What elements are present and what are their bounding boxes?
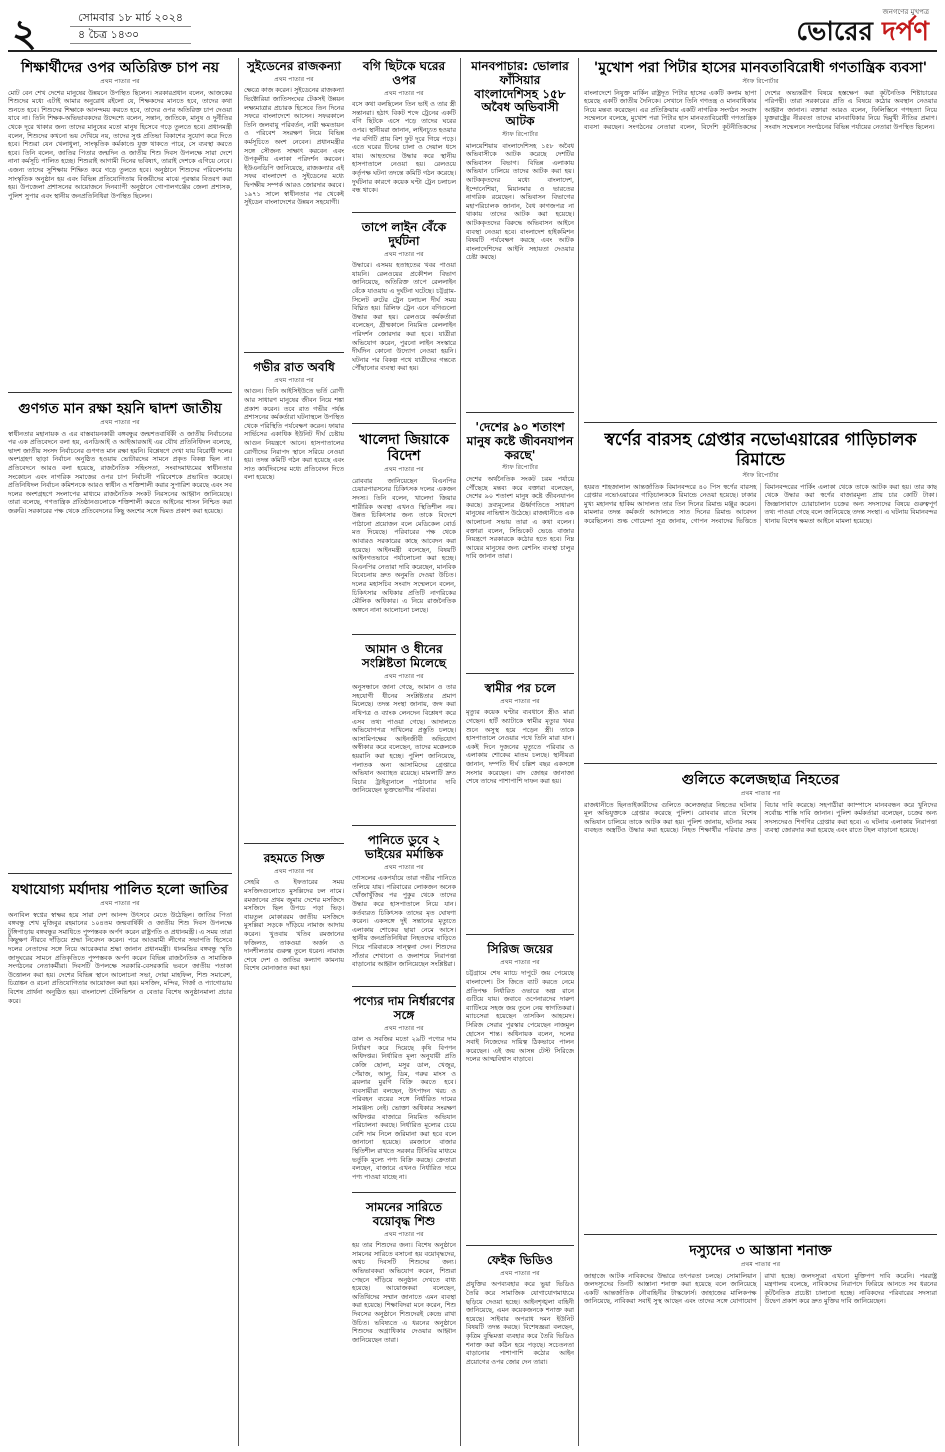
story-body: স্বাধীনতার মহানায়ক ও এর বাস্তবায়নকারী বঙ্গবন্ধুর জন্মশতবার্ষিকী ও জাতীয় নির্বাচনের পর এক প্রতিবেদনে বলা হয়, এনডিআই ও আইআরআই এর যৌথ প্রতিনিধিদল বলেছে, দ্বাদশ জাতীয় সংসদ নির্বাচনের গুণগত মান রক্ষা হয়নি। বিশ্লেষণে দেখা যায় বিরোধী দলের অংশগ্রহণ ছাড়া নির্বাচন অনুষ্ঠিত হওয়ায় ভোটারদের সামনে প্রকৃত বিকল্প ছিল না। প্রতিবেদনে আরও বলা হয়েছে, রাজনৈতিক সহিংসতা, সংবাদমাধ্যমের স্বাধীনতার সংকোচন এবং নাগরিক সমাজের ওপর চাপ নির্বাচনী পরিবেশকে প্রভাবিত করেছে। প্রতিনিধিদল নির্বাচন কমিশনকে আরও স্বাধীন ও শক্তিশালী করার সুপারিশ করেছে এবং সব দলের অংশগ্রহণে সংলাপের মাধ্যমে রাজনৈতিক সংকট নিরসনের আহ্বান জানিয়েছে। তারা বলেছে, গণতান্ত্রিক প্রতিষ্ঠানগুলোকে শক্তিশালী করতে আইনের শাসন নিশ্চিত করা জরুরি। সরকারের পক্ষ থেকে প্রতিবেদনের কিছু অংশের সঙ্গে দ্বিমত প্রকাশ করা হয়েছে। xyxy=(8,429,232,516)
story-body: মালয়েশিয়ায় বাংলাদেশিসহ ১৫৮ অবৈধ অভিবাসীকে আটক করেছে দেশটির অভিবাসন বিভাগ। বিভিন্ন এলাকায় অভিযান চালিয়ে তাদের আটক করা হয়। আটককৃতদের মধ্যে বাংলাদেশ, ইন্দোনেশিয়া, মিয়ানমার ও ভারতের নাগরিক রয়েছেন। অভিবাসন বিভাগের মহাপরিচালক জানান, বৈধ কাগজপত্র না থাকায় তাদের আটক করা হয়েছে। আটককৃতদের বিরুদ্ধে অভিবাসন আইনে ব্যবস্থা নেওয়া হবে। বাংলাদেশ হাইকমিশন বিষয়টি পর্যবেক্ষণ করছে এবং আটক বাংলাদেশিদের আইনি সহায়তা দেওয়ার চেষ্টা করছে। xyxy=(466,141,574,262)
byline: প্রথম পাতার পর xyxy=(740,1261,781,1269)
story-body: জাহাজে আটক নাবিকদের উদ্ধারে তৎপরতা চলছে। সোমালিয়ান জলদস্যুদের তিনটি আস্তানা শনাক্ত করা হয়েছে বলে জানিয়েছে একটি আন্তর্জাতিক নৌবাহিনীর টাস্কফোর্স। জাহাজের মালিকপক্ষ জানিয়েছে, নাবিকরা সবাই সুস্থ আছেন এবং তাদের সঙ্গে যোগাযোগ রাখা হচ্ছে। জলদস্যুরা এখনো মুক্তিপণ দাবি করেনি। পররাষ্ট্র মন্ত্রণালয় বলেছে, নাবিকদের নিরাপদে ফিরিয়ে আনতে সব ধরনের কূটনৈতিক প্রচেষ্টা চালানো হচ্ছে। নাবিকদের পরিবারের সদস্যরা উদ্বেগ প্রকাশ করে দ্রুত মুক্তির দাবি জানিয়েছেন। xyxy=(584,1271,937,1306)
logo-tagline: জনগণের মুখপত্র xyxy=(882,8,929,16)
story-s3 xyxy=(8,880,232,1404)
story-s19 xyxy=(584,58,937,423)
headline: সামনের সারিতে বয়োবৃদ্ধ শিশু xyxy=(365,1200,443,1228)
column-2 xyxy=(244,58,344,1446)
date-bangla: ৪ চৈত্র ১৪৩০ xyxy=(70,27,191,44)
headline: গুলিতে কলেজছাত্র নিহতের xyxy=(681,772,840,788)
byline: স্টাফ রিপোর্টার xyxy=(501,130,539,138)
headline: যথাযোগ্য মর্যাদায় পালিত হলো জাতির xyxy=(11,882,228,898)
byline: স্টাফ রিপোর্টার xyxy=(742,472,779,480)
headline: শিক্ষার্থীদের ওপর অতিরিক্ত চাপ নয় xyxy=(20,60,220,76)
story-s4 xyxy=(244,58,344,353)
story-body: বসে কথা বলছিলেন তিন ভাই ও তার স্ত্রী সন্তানরা। হঠাৎ বিকট শব্দে ট্রেনের একটি বগি ছিটকে এসে পড়ে তাদের ঘরের ওপর। স্থানীয়রা জানান, লাইনচ্যুত হওয়ার পর বগিটি প্রায় বিশ ফুট দূরে গিয়ে পড়ে। এতে ঘরের টিনের চালা ও দেয়াল ধসে যায়। আহতদের উদ্ধার করে স্থানীয় হাসপাতালে নেওয়া হয়। রেলওয়ে কর্তৃপক্ষ ঘটনা তদন্তে কমিটি গঠন করেছে। দুর্ঘটনার কারণে কয়েক ঘণ্টা ট্রেন চলাচল বন্ধ থাকে। xyxy=(352,100,456,195)
byline: প্রথম পাতার পর xyxy=(274,75,314,83)
byline: প্রথম পাতার পর xyxy=(384,466,424,474)
column-rule xyxy=(460,58,461,1446)
date-gregorian: সোমবার ১৮ মার্চ ২০২৪ xyxy=(70,10,191,27)
headline: আমান ও ধীনের সংশ্লিষ্টতা মিলেছে xyxy=(361,642,447,670)
column-rule xyxy=(578,58,579,1446)
byline: প্রথম পাতার পর xyxy=(274,376,314,384)
story-body: রোববার জানিয়েছেন বিএনপির চেয়ারপারসনের চিকিৎসক দলের একজন সদস্য। তিনি বলেন, খালেদা জিয়ার শারীরিক অবস্থা এখনও স্থিতিশীল নয়। উন্নত চিকিৎসার জন্য তাকে বিদেশে পাঠানো প্রয়োজন বলে মেডিকেল বোর্ড মত দিয়েছে। পরিবারের পক্ষ থেকে আবারও সরকারের কাছে আবেদন করা হয়েছে। আইনমন্ত্রী বলেছেন, বিষয়টি আইনগতভাবে পর্যালোচনা করা হচ্ছে। বিএনপির নেতারা দাবি করেছেন, মানবিক বিবেচনায় দ্রুত অনুমতি দেওয়া উচিত। দলের মহাসচিব সংবাদ সম্মেলনে বলেন, চিকিৎসার অধিকার প্রতিটি নাগরিকের মৌলিক অধিকার। এ নিয়ে রাজনৈতিক অঙ্গনে নানা আলোচনা চলছে। xyxy=(352,476,456,614)
byline: প্রথম পাতার পর xyxy=(500,1269,540,1277)
byline: প্রথম পাতার পর xyxy=(500,958,540,966)
story-s20 xyxy=(584,429,937,764)
story-s16 xyxy=(466,680,574,935)
story-body: ডাল ও সবজির মতো ২৯টি পণ্যের দাম নির্ধারণ করে দিয়েছে কৃষি বিপণন অধিদপ্তর। নির্ধারিত মূল্য অনুযায়ী প্রতি কেজি ছোলা, মসুর ডাল, খেজুর, পেঁয়াজ, আলু, ডিম, গরুর মাংস ও ব্রয়লার মুরগি বিক্রি করতে হবে। ব্যবসায়ীরা বলছেন, উৎপাদন খরচ ও পরিবহন ব্যয়ের সঙ্গে নির্ধারিত দামের সামঞ্জস্য নেই। ভোক্তা অধিকার সংরক্ষণ অধিদপ্তর বাজারে নিয়মিত অভিযান পরিচালনা করছে। নির্ধারিত মূল্যের চেয়ে বেশি দাম নিলে জরিমানা করা হবে বলে জানানো হয়েছে। রমজানে বাজার স্থিতিশীল রাখতে সরকার টিসিবির মাধ্যমে ভর্তুকি মূল্যে পণ্য বিক্রি করছে। ক্রেতারা বলছেন, বাজারে এখনও নির্ধারিত দামে পণ্য পাওয়া যাচ্ছে না। xyxy=(352,1035,456,1181)
column-rule xyxy=(238,58,239,1446)
story-s22 xyxy=(584,1241,937,1446)
byline: প্রথম পাতার পর xyxy=(274,867,314,875)
story-s17 xyxy=(466,941,574,1246)
story-s11 xyxy=(352,832,456,987)
story-body: দেশের অর্থনৈতিক সংকট চরম পর্যায়ে পৌঁছেছে মন্তব্য করে বক্তারা বলেছেন, দেশের ৯০ শতাংশ মানুষ কষ্টে জীবনযাপন করছে। দ্রব্যমূল্যের ঊর্ধ্বগতিতে সাধারণ মানুষের নাভিশ্বাস উঠেছে। রাজধানীতে এক আলোচনা সভায় তারা এ কথা বলেন। বক্তারা বলেন, সিন্ডিকেট ভেঙে বাজার নিয়ন্ত্রণে সরকারকে কঠোর হতে হবে। নিম্ন আয়ের মানুষের জন্য রেশনিং ব্যবস্থা চালুর দাবি জানান তারা। xyxy=(466,474,574,561)
headline: তাপে লাইন বেঁকে দুর্ঘটনা xyxy=(361,220,447,248)
headline: দস্যুদের ৩ আস্তানা শনাক্ত xyxy=(689,1243,832,1259)
story-body: বাংলাদেশে নিযুক্ত মার্কিন রাষ্ট্রদূত পিটার হাসের একটি কলাম ছাপা হয়েছে একটি জাতীয় দৈনিকে। সেখানে তিনি গণতন্ত্র ও মানবাধিকার নিয়ে মন্তব্য করেছেন। এর প্রতিক্রিয়ায় একটি নাগরিক সংগঠন সংবাদ সম্মেলনে বলেছে, মুখোশ পরা পিটার হাস মানবতাবিরোধী গণতান্ত্রিক ব্যবসা করছেন। সংগঠনের নেতারা বলেন, বিদেশি কূটনীতিকদের দেশের অভ্যন্তরীণ বিষয়ে হস্তক্ষেপ করা কূটনৈতিক শিষ্টাচারের পরিপন্থী। তারা সরকারের প্রতি এ বিষয়ে কঠোর অবস্থান নেওয়ার আহ্বান জানান। বক্তারা আরও বলেন, ফিলিস্তিনে গণহত্যা নিয়ে যুক্তরাষ্ট্রের নীরবতা তাদের মানবাধিকার নিয়ে দ্বিমুখী নীতির প্রমাণ। সংবাদ সম্মেলনে সংগঠনের বিভিন্ন পর্যায়ের নেতারা উপস্থিত ছিলেন। xyxy=(584,88,937,132)
headline: স্বামীর পর চলে xyxy=(484,681,556,695)
headline: গুণগত মান রক্ষা হয়নি দ্বাদশ জাতীয় xyxy=(18,401,222,417)
story-s8 xyxy=(352,219,456,424)
story-body: প্রযুক্তির অপব্যবহার করে ভুয়া ভিডিও তৈরি করে সামাজিক যোগাযোগমাধ্যমে ছড়িয়ে দেওয়া হচ্ছে। আইনশৃঙ্খলা বাহিনী জানিয়েছে, এমন কয়েকজনকে শনাক্ত করা হয়েছে। সাইবার অপরাধ দমন ইউনিট বিষয়টি তদন্ত করছে। বিশেষজ্ঞরা বলছেন, কৃত্রিম বুদ্ধিমত্তা ব্যবহার করে তৈরি ভিডিও শনাক্ত করা কঠিন হয়ে পড়ছে। সচেতনতা বাড়ানোর পাশাপাশি কঠোর আইন প্রয়োগের ওপর জোর দেন তারা। xyxy=(466,1280,574,1366)
page-columns xyxy=(8,58,937,1446)
issue-dates xyxy=(70,10,191,44)
story-body: মৃত্যুর কয়েক ঘণ্টার ব্যবধানে স্ত্রীও মারা গেছেন। হার্ট অ্যাটাকে স্বামীর মৃত্যুর খবর শুনে অসুস্থ হয়ে পড়েন স্ত্রী। তাকে হাসপাতালে নেওয়ার পথে তিনি মারা যান। একই দিনে দুজনের মৃত্যুতে পরিবার ও এলাকায় শোকের মাতম চলছে। স্থানীয়রা জানান, দম্পতি দীর্ঘ চল্লিশ বছর একসঙ্গে সংসার করেছেন। বাদ জোহর জানাজা শেষে তাদের পাশাপাশি দাফন করা হয়। xyxy=(466,708,574,786)
column-1 xyxy=(8,58,232,1446)
story-body: রাজধানীতে ছিনতাইকারীদের গুলিতে কলেজছাত্র নিহতের ঘটনায় মূল অভিযুক্তকে গ্রেপ্তার করেছে পুলিশ। রোববার রাতে বিশেষ অভিযান চালিয়ে তাকে আটক করা হয়। পুলিশ জানায়, ঘটনার সময় ব্যবহৃত অস্ত্রটিও উদ্ধার করা হয়েছে। নিহত শিক্ষার্থীর পরিবার দ্রুত বিচার দাবি করেছে। সহপাঠীরা ক্যাম্পাসে মানববন্ধন করে খুনিদের সর্বোচ্চ শাস্তি দাবি জানান। পুলিশ কর্মকর্তারা বলেছেন, চক্রের অন্য সদস্যদেরও শিগগির গ্রেপ্তার করা হবে। এ ঘটনায় এলাকায় নিরাপত্তা ব্যবস্থা জোরদার করা হয়েছে এবং রাতে টহল বাড়ানো হয়েছে। xyxy=(584,800,937,835)
page-number: ২ xyxy=(12,11,37,55)
column-5 xyxy=(584,58,937,1446)
byline: প্রথম পাতার পর xyxy=(100,419,140,427)
column-3 xyxy=(352,58,456,1446)
headline: খালেদা জিয়াকে বিদেশ xyxy=(359,432,449,465)
story-s13 xyxy=(352,1199,456,1363)
byline: স্টাফ রিপোর্টার xyxy=(742,78,779,86)
byline: প্রথম পাতার পর xyxy=(740,790,781,798)
story-s1 xyxy=(8,58,232,393)
story-body: অনাবিল স্বপ্নের স্বাক্ষর হয়ে সারা দেশ আনন্দ উৎসবে মেতে উঠেছিল। জাতির পিতা বঙ্গবন্ধু শেখ মুজিবুর রহমানের ১০৪তম জন্মবার্ষিকী ও জাতীয় শিশু দিবস উপলক্ষে টুঙ্গিপাড়ায় বঙ্গবন্ধুর সমাধিতে পুষ্পস্তবক অর্পণ করেন রাষ্ট্রপতি ও প্রধানমন্ত্রী। এ সময় তারা কিছুক্ষণ নীরবে দাঁড়িয়ে শ্রদ্ধা নিবেদন করেন। পরে আওয়ামী লীগের সভাপতি হিসেবে দলের নেতাদের সঙ্গে নিয়ে আরেকবার শ্রদ্ধা জানান প্রধানমন্ত্রী। ধানমন্ডির বঙ্গবন্ধু স্মৃতি জাদুঘরের সামনে প্রতিকৃতিতে পুষ্পস্তবক অর্পণ করেন বিভিন্ন রাজনৈতিক ও সামাজিক সংগঠনের নেতাকর্মীরা। দিবসটি উপলক্ষে সরকারি-বেসরকারি ভবনে জাতীয় পতাকা উত্তোলন করা হয়। দেশের বিভিন্ন স্থানে আলোচনা সভা, দোয়া মাহফিল, শিশু সমাবেশ, চিত্রাঙ্কন ও রচনা প্রতিযোগিতার আয়োজন করা হয়। মসজিদ, মন্দির, গির্জা ও প্যাগোডায় বিশেষ প্রার্থনা অনুষ্ঠিত হয়। বাংলাদেশ টেলিভিশন ও বেতার বিশেষ অনুষ্ঠানমালা প্রচার করে। xyxy=(8,910,232,1005)
headline: বগি ছিটকে ঘরের ওপর xyxy=(362,59,446,87)
headline: সিরিজ জয়ের xyxy=(487,942,553,956)
byline: প্রথম পাতার পর xyxy=(384,672,424,680)
masthead xyxy=(8,6,937,55)
story-s18 xyxy=(466,1252,574,1446)
story-s5 xyxy=(244,359,344,844)
story-body: সেহরি ও ইফতারের সময় মসজিদগুলোতে মুসল্লিদের ঢল নামে। রমজানের প্রথম জুমায় দেশের মসজিদে মসজিদে ছিল উপচে পড়া ভিড়। বায়তুল মোকাররম জাতীয় মসজিদে মুসল্লিরা সড়কে দাঁড়িয়ে নামাজ আদায় করেন। খুতবায় খতিব রমজানের ফজিলত, তাকওয়া অর্জন ও দানশীলতার গুরুত্ব তুলে ধরেন। নামাজ শেষে দেশ ও জাতির কল্যাণ কামনায় বিশেষ মোনাজাত করা হয়। xyxy=(244,878,344,973)
byline: প্রথম পাতার পর xyxy=(100,78,140,86)
byline: প্রথম পাতার পর xyxy=(500,697,540,705)
story-body: মোট বেন শেখ দেশের মানুষের উন্নয়নে উপস্থিত ছিলেন। সরকারপ্রধান বলেন, আজকের শিশুদের মধ্যে এটাই আমার অনুরোধ রইলো যে, শিক্ষকদের মানতে হবে, তাদের কথা শুনতে হবে। শিশুদের শিক্ষাকে আনন্দময় করতে হবে, তাদের ওপর অতিরিক্ত চাপ দেওয়া যাবে না। তিনি শিক্ষক-অভিভাবকদের উদ্দেশ্যে বলেন, সন্তান, জাতিকে, মানুষ ও দুর্নীতির থেকে দূরে থাকার জন্য তাদের মানুষের মতো মানুষ হিসেবে গড়ে তুলতে হবে। প্রধানমন্ত্রী বলেন, শিশুদের কখনো ভয় দেখিয়ে নয়, তাদের সুপ্ত প্রতিভা বিকাশের সুযোগ করে দিতে হবে। শিশুরা যেন খেলাধুলা, সাংস্কৃতিক কর্মকাণ্ডে যুক্ত থাকতে পারে, সে ব্যবস্থা করতে হবে। তিনি বলেন, জাতির পিতার জন্মদিন ও জাতীয় শিশু দিবস উপলক্ষে সারা দেশে নানা কর্মসূচি পালিত হচ্ছে। শিশুরাই আগামী দিনের ভবিষ্যৎ, তারাই দেশকে এগিয়ে নেবে। এজন্য তাদের সুশিক্ষায় শিক্ষিত করে গড়ে তুলতে হবে। অনুষ্ঠানে শিশুদের পরিবেশনায় সাংস্কৃতিক অনুষ্ঠান হয় এবং বিভিন্ন প্রতিযোগিতায় বিজয়ীদের মাঝে পুরস্কার বিতরণ করা হয়। উপজেলা প্রশাসনের আয়োজনে দিনব্যাপী অনুষ্ঠানে গোপালগঞ্জের জেলা প্রশাসক, পুলিশ সুপার এবং স্থানীয় জনপ্রতিনিধিরা উপস্থিত ছিলেন। xyxy=(8,88,232,200)
newspaper-logo xyxy=(796,6,929,46)
story-s7 xyxy=(352,58,456,213)
story-body: গোসলের একপর্যায়ে তারা গভীর পানিতে তলিয়ে যায়। পরিবারের লোকজন অনেক খোঁজাখুঁজির পর পুকুর থেকে তাদের উদ্ধার করে হাসপাতালে নিয়ে যান। কর্তব্যরত চিকিৎসক তাদের মৃত ঘোষণা করেন। একসঙ্গে দুই সন্তানের মৃত্যুতে এলাকায় শোকের ছায়া নেমে আসে। স্থানীয় জনপ্রতিনিধিরা নিহতদের বাড়িতে গিয়ে পরিবারকে সান্ত্বনা দেন। শিশুদের সাঁতার শেখানো ও জলাশয়ে নিরাপত্তা বাড়ানোর আহ্বান জানিয়েছেন সংশ্লিষ্টরা। xyxy=(352,874,456,969)
story-body: উদ্ধারে। এসময় হতাহতের খবর পাওয়া যায়নি। রেলওয়ের প্রকৌশল বিভাগ জানিয়েছে, অতিরিক্ত তাপে রেললাইন বেঁকে যাওয়ায় এ দুর্ঘটনা ঘটেছে। চট্টগ্রাম-সিলেট রুটের ট্রেন চলাচল দীর্ঘ সময় বিঘ্নিত হয়। রিলিফ ট্রেন এনে বগিগুলো উদ্ধার করা হয়। রেলওয়ে কর্মকর্তারা বলেছেন, গ্রীষ্মকালে নিয়মিত রেললাইন পরিদর্শন জোরদার করা হবে। যাত্রীরা অভিযোগ করেন, পুরনো লাইন সংস্কারে দীর্ঘদিন কোনো উদ্যোগ নেওয়া হয়নি। ঘটনার পর বিকল্প পথে যাত্রীদের গন্তব্যে পৌঁছানোর ব্যবস্থা করা হয়। xyxy=(352,261,456,373)
story-body: ক্ষেত্রে কাজ করেন। সুইডেনের রাজকন্যা ভিক্টোরিয়া জাতিসংঘের টেকসই উন্নয়ন লক্ষ্যমাত্রার প্রচারক হিসেবে তিন দিনের সফরে বাংলাদেশে আসেন। সফরকালে তিনি জলবায়ু পরিবর্তন, নারী ক্ষমতায়ন ও পরিবেশ সংরক্ষণ নিয়ে বিভিন্ন কর্মসূচিতে অংশ নেবেন। প্রধানমন্ত্রীর সঙ্গে সৌজন্য সাক্ষাৎ করবেন এবং উপকূলীয় এলাকা পরিদর্শন করবেন। ইউএনডিপি জানিয়েছে, রাজকন্যার এই সফর বাংলাদেশ ও সুইডেনের মধ্যে দ্বিপক্ষীয় সম্পর্ক আরও জোরদার করবে। ১৯৭১ সালে স্বাধীনতার পর থেকেই সুইডেন বাংলাদেশের উন্নয়ন সহযোগী। xyxy=(244,86,344,207)
headline: ফেইক ভিডিও xyxy=(487,1253,553,1267)
headline: স্বর্ণের বারসহ গ্রেপ্তার নভোএয়ারের গাড়িচালক রিমান্ডে xyxy=(604,430,917,470)
headline: রহমতে সিক্ত xyxy=(263,851,325,865)
headline: 'মুখোশ পরা পিটার হাসের মানবতাবিরোধী গণতান্ত্রিক ব্যবসা' xyxy=(593,60,928,76)
headline: মানবপাচার: ভোলার ফাঁসিয়ার বাংলাদেশিসহ ১৫৮ অবৈধ অভিবাসী আটক xyxy=(471,59,569,129)
story-s14 xyxy=(466,58,574,413)
story-s9 xyxy=(352,430,456,635)
story-body: অনুসন্ধানে জানা গেছে, আমান ও তার সহযোগী ধীনের সংশ্লিষ্টতার প্রমাণ মিলেছে। তদন্ত সংস্থা জানায়, জব্দ করা নথিপত্র ও ব্যাংক লেনদেন বিশ্লেষণ করে এসব তথ্য পাওয়া গেছে। আদালতে অভিযোগপত্র দাখিলের প্রস্তুতি চলছে। আসামিপক্ষের আইনজীবী অভিযোগ অস্বীকার করে বলেছেন, তাদের মক্কেলকে হয়রানি করা হচ্ছে। পুলিশ জানিয়েছে, পলাতক অন্য আসামিদের গ্রেপ্তারে অভিযান অব্যাহত রয়েছে। মামলাটি দ্রুত বিচার ট্রাইব্যুনালে পাঠানোর দাবি জানিয়েছেন ভুক্তভোগীর পরিবার। xyxy=(352,683,456,795)
story-body: হয় তার শিশুদের জন্য। বিশেষ অনুষ্ঠানে সামনের সারিতে বসানো হয় বয়োবৃদ্ধদের, অথচ দিবসটি শিশুদের জন্য। অভিভাবকরা অভিযোগ করেন, শিশুরা পেছনে দাঁড়িয়ে অনুষ্ঠান দেখতে বাধ্য হয়েছে। আয়োজকরা বলেছেন, অতিথিদের সম্মান জানাতে এমন ব্যবস্থা করা হয়েছে। শিক্ষাবিদরা মনে করেন, শিশু দিবসের অনুষ্ঠানে শিশুদেরই কেন্দ্রে রাখা উচিত। ভবিষ্যতে এ ধরনের অনুষ্ঠানে শিশুদের অগ্রাধিকার দেওয়ার আহ্বান জানিয়েছেন তারা। xyxy=(352,1241,456,1344)
headline: পানিতে ডুবে ২ ভাইয়ের মর্মান্তিক xyxy=(364,833,444,861)
byline: প্রথম পাতার পর xyxy=(384,863,424,871)
story-s12 xyxy=(352,993,456,1193)
headline: পণ্যের দাম নির্ধারণের সঙ্গে xyxy=(353,994,455,1022)
column-4 xyxy=(466,58,574,1446)
headline: গভীর রাত অবধি xyxy=(253,360,335,374)
logo-word-1: ভোরের xyxy=(796,17,873,47)
byline: স্টাফ রিপোর্টার xyxy=(501,464,539,472)
byline: প্রথম পাতার পর xyxy=(384,1024,424,1032)
logo-word-2: দর্পণ xyxy=(881,17,929,47)
byline: প্রথম পাতার পর xyxy=(384,89,424,97)
story-s10 xyxy=(352,641,456,826)
story-s6 xyxy=(244,850,344,1404)
story-s21 xyxy=(584,770,937,1235)
story-s15 xyxy=(466,419,574,674)
headline: 'দেশের ৯০ শতাংশ মানুষ কষ্টে জীবনযাপন করছে' xyxy=(466,420,574,462)
byline: প্রথম পাতার পর xyxy=(384,1230,424,1238)
story-body: আগুন। তিনি আইসিইউতে ভর্তি রোগী আর সাধারণ মানুষের জীবন নিয়ে শঙ্কা প্রকাশ করেন। তবে রাত গভীর পর্যন্ত প্রশাসনের কর্মকর্তারা ঘটনাস্থলে উপস্থিত থেকে পরিস্থিতি পর্যবেক্ষণ করেন। ফায়ার সার্ভিসের একাধিক ইউনিট দীর্ঘ চেষ্টায় আগুন নিয়ন্ত্রণে আনে। হাসপাতালের রোগীদের নিরাপদ স্থানে সরিয়ে নেওয়া হয়। তদন্ত কমিটি গঠন করা হয়েছে এবং সাত কার্যদিবসের মধ্যে প্রতিবেদন দিতে বলা হয়েছে। xyxy=(244,387,344,482)
headline: সুইডেনের রাজকন্যা xyxy=(247,59,341,73)
story-s2 xyxy=(8,399,232,874)
story-body: চট্টগ্রামে শেষ ম্যাচে দাপুটে জয় পেয়েছে বাংলাদেশ। টস জিতে ব্যাট করতে নেমে প্রতিপক্ষ নির্ধারিত ওভারে অল্প রানে গুটিয়ে যায়। জবাবে ওপেনারদের দারুণ ব্যাটিংয়ে সহজ জয় তুলে নেয় স্বাগতিকরা। ম্যাচসেরা হয়েছেন তাসকিন আহমেদ। সিরিজ সেরার পুরস্কার পেয়েছেন নাজমুল হোসেন শান্ত। অধিনায়ক বলেন, দলের সবাই নিজেদের দায়িত্ব ঠিকভাবে পালন করেছেন। এই জয় আসন্ন টেস্ট সিরিজে দলের আত্মবিশ্বাস বাড়াবে। xyxy=(466,969,574,1064)
byline: প্রথম পাতার পর xyxy=(384,250,424,258)
byline: প্রথম পাতার পর xyxy=(100,900,140,908)
story-body: হযরত শাহজালাল আন্তর্জাতিক বিমানবন্দরে ৪০ পিস স্বর্ণের বারসহ গ্রেপ্তার নভোএয়ারের গাড়িচালককে রিমান্ডে নেওয়া হয়েছে। ঢাকার মুখ্য মহানগর হাকিম আদালত তার তিন দিনের রিমান্ড মঞ্জুর করেন। মামলার তদন্ত কর্মকর্তা আদালতে সাত দিনের রিমান্ড আবেদন করেছিলেন। শুল্ক গোয়েন্দা সূত্র জানায়, গোপন সংবাদের ভিত্তিতে বিমানবন্দরের পার্কিং এলাকা থেকে তাকে আটক করা হয়। তার কাছ থেকে উদ্ধার করা স্বর্ণের বাজারমূল্য প্রায় চার কোটি টাকা। জিজ্ঞাসাবাদে চোরাচালান চক্রের অন্য সদস্যদের বিষয়ে গুরুত্বপূর্ণ তথ্য পাওয়া গেছে বলে জানিয়েছে তদন্ত সংস্থা। এ ঘটনায় বিমানবন্দর থানায় বিশেষ ক্ষমতা আইনে মামলা হয়েছে। xyxy=(584,482,937,526)
logo-wordmark xyxy=(796,18,929,46)
